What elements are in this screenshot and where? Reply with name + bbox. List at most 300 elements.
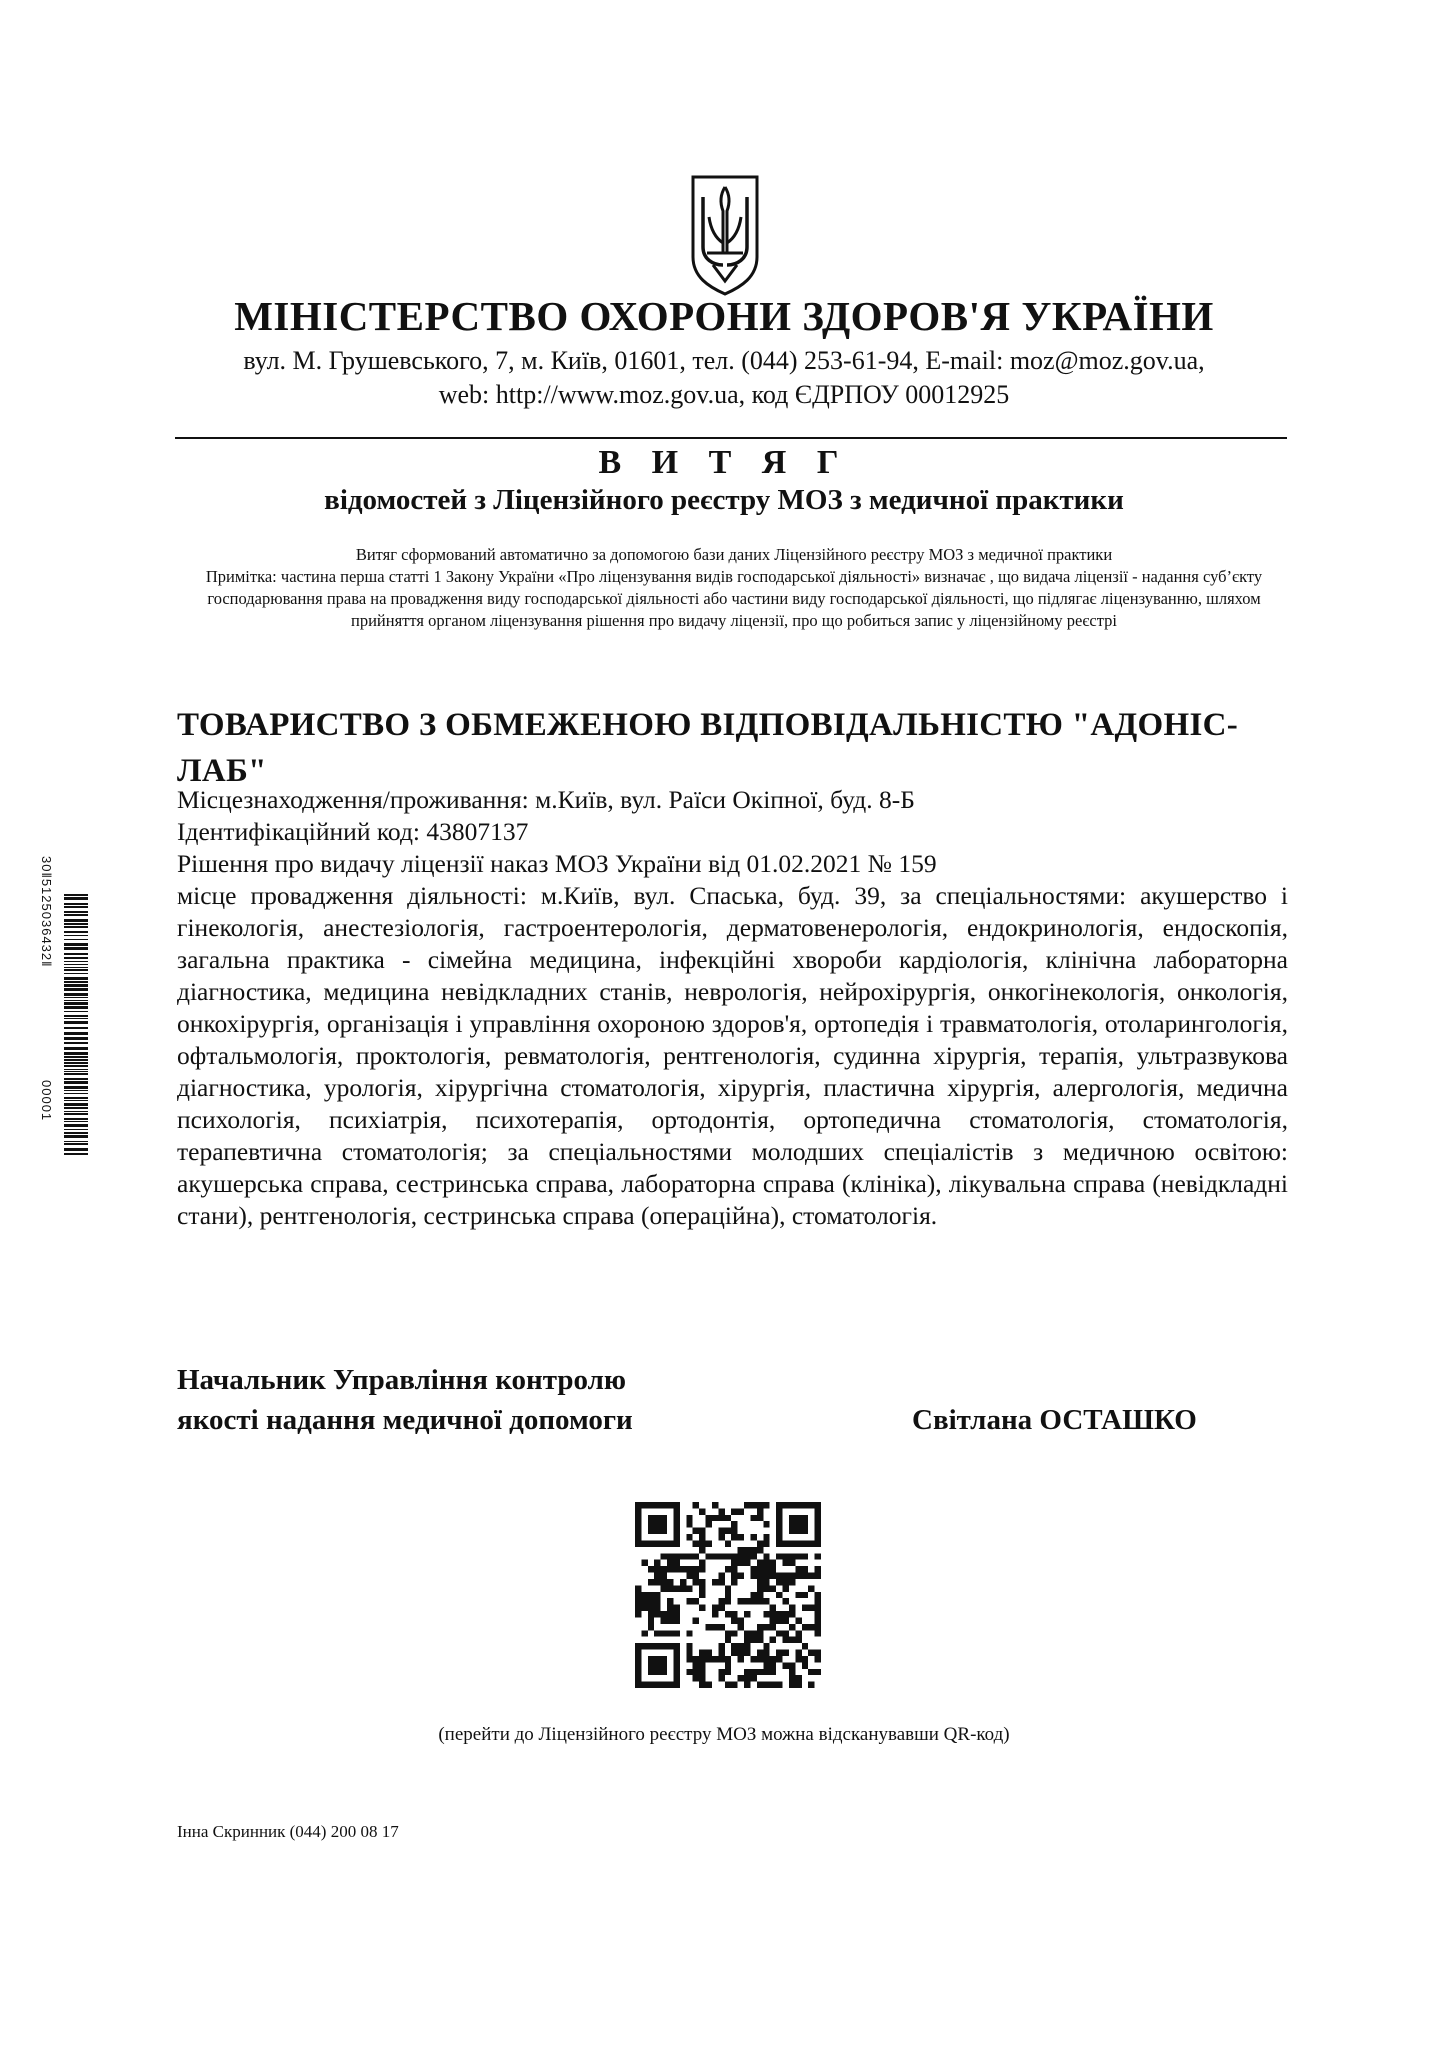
qr-module [725,1662,731,1668]
qr-module [641,1502,647,1508]
qr-module [686,1656,692,1662]
qr-module [699,1592,705,1598]
qr-module [673,1669,679,1675]
qr-module [795,1573,801,1579]
qr-module [699,1528,705,1534]
qr-module [757,1508,763,1514]
qr-module [686,1553,692,1559]
qr-module [763,1662,769,1668]
qr-module [731,1528,737,1534]
qr-module [693,1502,699,1508]
qr-module [776,1630,782,1636]
qr-module [635,1534,641,1540]
qr-module [776,1682,782,1688]
qr-module [725,1669,731,1675]
qr-module [673,1682,679,1688]
qr-module [706,1656,712,1662]
qr-module [789,1560,795,1566]
qr-module [795,1528,801,1534]
qr-module [731,1508,737,1514]
qr-module [802,1643,808,1649]
qr-module [795,1630,801,1636]
qr-module [661,1521,667,1527]
qr-module [661,1540,667,1546]
qr-module [776,1579,782,1585]
qr-module [673,1585,679,1591]
qr-module [783,1650,789,1656]
qr-module [757,1598,763,1604]
qr-module [815,1598,821,1604]
qr-module [795,1682,801,1688]
qr-module [750,1675,756,1681]
qr-module [699,1662,705,1668]
barcode-bar [64,984,88,987]
barcode-bar [64,906,88,908]
qr-module [815,1656,821,1662]
barcode-bar [64,1059,88,1061]
qr-module [673,1515,679,1521]
qr-module [763,1682,769,1688]
qr-module [783,1502,789,1508]
qr-module [783,1662,789,1668]
barcode-bar [64,1000,88,1001]
qr-module [783,1637,789,1643]
qr-module [770,1617,776,1623]
qr-module [789,1579,795,1585]
qr-module [648,1579,654,1585]
qr-module [673,1508,679,1514]
qr-module [686,1515,692,1521]
qr-module [712,1502,718,1508]
barcode-bar [64,1042,88,1044]
qr-module [802,1528,808,1534]
qr-module [744,1682,750,1688]
qr-module [763,1534,769,1540]
qr-module [789,1502,795,1508]
qr-module [699,1650,705,1656]
barcode-bar [64,1086,88,1089]
qr-module [680,1585,686,1591]
barcode-bar [64,1100,88,1101]
qr-module [661,1579,667,1585]
qr-module [648,1502,654,1508]
qr-module [725,1592,731,1598]
qr-module [686,1630,692,1636]
qr-module [783,1585,789,1591]
qr-module [673,1553,679,1559]
qr-module [795,1540,801,1546]
qr-module [783,1611,789,1617]
qr-module [783,1553,789,1559]
qr-module [802,1605,808,1611]
qr-module [795,1553,801,1559]
qr-module [673,1675,679,1681]
company-location: Місцезнаходження/проживання: м.Київ, вул. Раїси Окіпної, буд. 8-Б [177,785,915,814]
qr-module [641,1682,647,1688]
qr-module [770,1573,776,1579]
qr-module [693,1675,699,1681]
header-divider [175,437,1287,439]
qr-module [757,1547,763,1553]
qr-module [693,1566,699,1572]
qr-module [731,1617,737,1623]
qr-module [648,1656,654,1662]
qr-module [699,1669,705,1675]
qr-module [661,1553,667,1559]
qr-module [641,1643,647,1649]
qr-module [789,1540,795,1546]
qr-module [635,1508,641,1514]
qr-module [738,1624,744,1630]
qr-module [654,1540,660,1546]
qr-module [725,1611,731,1617]
qr-module [815,1605,821,1611]
qr-module [654,1669,660,1675]
qr-module [815,1592,821,1598]
qr-module [648,1617,654,1623]
qr-module [795,1515,801,1521]
barcode-bar [64,1071,88,1072]
qr-module [757,1573,763,1579]
qr-module [706,1624,712,1630]
qr-module [731,1566,737,1572]
qr-module [667,1598,673,1604]
company-id-code: Ідентифікаційний код: 43807137 [177,817,529,846]
qr-module [693,1579,699,1585]
qr-module [712,1624,718,1630]
qr-module [750,1573,756,1579]
qr-module [750,1630,756,1636]
qr-module [815,1617,821,1623]
qr-module [770,1637,776,1643]
barcode-bar [64,1021,88,1024]
qr-module [789,1682,795,1688]
qr-module [648,1662,654,1668]
qr-module [731,1579,737,1585]
barcode-bar [64,967,88,968]
qr-module [654,1630,660,1636]
qr-module [667,1605,673,1611]
qr-module [763,1624,769,1630]
trident-coat-of-arms-icon [687,173,763,297]
qr-module [648,1515,654,1521]
qr-module [731,1573,737,1579]
qr-module [654,1579,660,1585]
qr-module [789,1528,795,1534]
qr-module [667,1643,673,1649]
qr-module [693,1656,699,1662]
qr-module [706,1540,712,1546]
barcode-bar [64,1078,88,1080]
qr-module [770,1682,776,1688]
qr-module [641,1630,647,1636]
qr-module [635,1515,641,1521]
qr-module [808,1682,814,1688]
qr-module [802,1573,808,1579]
barcode-bar [64,914,88,916]
qr-module [731,1521,737,1527]
qr-module [815,1502,821,1508]
qr-module [731,1611,737,1617]
qr-module [738,1643,744,1649]
qr-module [654,1566,660,1572]
barcode-bar [64,931,88,933]
qr-module [635,1611,641,1617]
barcode-bar [64,1047,88,1050]
qr-module [718,1528,724,1534]
qr-module [783,1540,789,1546]
qr-module [693,1598,699,1604]
qr-module [654,1598,660,1604]
qr-module [763,1566,769,1572]
qr-module [763,1643,769,1649]
barcode-bar [64,911,88,913]
qr-module [635,1592,641,1598]
qr-module [808,1502,814,1508]
barcode-bar [64,1090,88,1091]
note-line-1: Витяг сформований автоматично за допомогою бази даних Ліцензійного реєстру МОЗ з медичної практики [355,545,1113,564]
qr-module [667,1579,673,1585]
qr-module [789,1521,795,1527]
qr-module [661,1573,667,1579]
qr-module [815,1540,821,1546]
qr-module [815,1521,821,1527]
qr-module [661,1656,667,1662]
qr-module [815,1528,821,1534]
qr-module [699,1682,705,1688]
qr-module [757,1682,763,1688]
qr-module [815,1611,821,1617]
qr-module [680,1579,686,1585]
qr-module [783,1573,789,1579]
qr-module [699,1534,705,1540]
barcode-bar [64,981,88,983]
qr-module [699,1656,705,1662]
barcode-bar [64,961,88,962]
qr-module [654,1643,660,1649]
qr-module [718,1605,724,1611]
qr-module [718,1573,724,1579]
qr-module [654,1573,660,1579]
qr-module [757,1540,763,1546]
qr-module [731,1553,737,1559]
qr-module [673,1521,679,1527]
qr-module [795,1502,801,1508]
qr-module [648,1540,654,1546]
qr-module [731,1643,737,1649]
qr-module [808,1573,814,1579]
qr-module [757,1560,763,1566]
qr-module [718,1643,724,1649]
qr-module [738,1675,744,1681]
qr-module [815,1515,821,1521]
qr-module [757,1579,763,1585]
qr-module [789,1624,795,1630]
qr-module [808,1585,814,1591]
license-decision: Рішення про видачу ліцензії наказ МОЗ України від 01.02.2021 № 159 [177,849,937,878]
qr-module [680,1566,686,1572]
qr-module [654,1528,660,1534]
qr-module [667,1560,673,1566]
qr-module [718,1579,724,1585]
qr-module [673,1528,679,1534]
qr-module [725,1585,731,1591]
qr-module [648,1682,654,1688]
qr-module [738,1650,744,1656]
qr-module [673,1502,679,1508]
barcode-bar [64,1124,88,1127]
qr-module [763,1521,769,1527]
qr-module [673,1534,679,1540]
qr-caption: (перейти до Ліцензійного реєстру МОЗ можна відсканувавши QR-код) [438,1724,1010,1745]
qr-module [763,1650,769,1656]
barcode-bar [64,943,88,946]
qr-module [635,1650,641,1656]
qr-module [763,1656,769,1662]
qr-module [815,1566,821,1572]
qr-module [693,1662,699,1668]
qr-module [744,1598,750,1604]
barcode-bar [64,988,88,991]
qr-module [661,1669,667,1675]
company-name: ТОВАРИСТВО З ОБМЕЖЕНОЮ ВІДПОВІДАЛЬНІСТЮ "АДОНІС-ЛАБ" [177,707,1239,789]
barcode-bar [64,1103,88,1106]
qr-module [654,1502,660,1508]
barcode-bar [64,964,88,965]
qr-module [635,1521,641,1527]
qr-module [815,1553,821,1559]
qr-module [673,1643,679,1649]
qr-module [750,1598,756,1604]
executor-contact: Інна Скринник (044) 200 08 17 [177,1822,399,1841]
qr-module [731,1650,737,1656]
qr-code-icon[interactable] [635,1502,821,1688]
qr-module [738,1617,744,1623]
qr-module [686,1573,692,1579]
qr-module [795,1521,801,1527]
signatory-name: Світлана ОСТАШКО [912,1404,1197,1436]
qr-module [808,1624,814,1630]
company-details [177,784,1288,1232]
qr-module [757,1585,763,1591]
qr-module [641,1598,647,1604]
qr-module [641,1560,647,1566]
qr-module [802,1656,808,1662]
document-subtitle: відомостей з Ліцензійного реєстру МОЗ з медичної практики [324,484,1124,516]
qr-module [699,1560,705,1566]
qr-module [673,1656,679,1662]
barcode-bar [64,1121,88,1122]
barcode-bar [64,897,88,900]
qr-module [757,1650,763,1656]
qr-module [795,1656,801,1662]
qr-module [635,1502,641,1508]
qr-module [693,1617,699,1623]
qr-module [648,1592,654,1598]
qr-module [725,1637,731,1643]
qr-module [635,1605,641,1611]
qr-module [757,1637,763,1643]
qr-module [635,1598,641,1604]
barcode-bar [64,939,88,940]
qr-module [635,1675,641,1681]
qr-module [738,1547,744,1553]
qr-module [725,1515,731,1521]
qr-module [654,1682,660,1688]
qr-module [654,1560,660,1566]
qr-module [789,1573,795,1579]
qr-module [776,1502,782,1508]
qr-module [731,1534,737,1540]
qr-module [712,1656,718,1662]
qr-module [750,1534,756,1540]
ministry-name: МІНІСТЕРСТВО ОХОРОНИ ЗДОРОВ'Я УКРАЇНИ [234,293,1214,339]
barcode-bar [64,1032,88,1035]
qr-module [815,1650,821,1656]
qr-module [667,1630,673,1636]
qr-module [725,1528,731,1534]
qr-module [648,1624,654,1630]
qr-module [661,1515,667,1521]
qr-module [750,1566,756,1572]
qr-module [718,1515,724,1521]
qr-module [808,1605,814,1611]
qr-module [699,1605,705,1611]
barcode-bar [64,969,88,971]
qr-module [641,1605,647,1611]
qr-module [802,1566,808,1572]
qr-module [750,1656,756,1662]
qr-module [776,1521,782,1527]
barcode-bar [64,1107,88,1109]
barcode-number-1: 30ǁ5125036432ǁ [39,856,54,968]
qr-module [757,1630,763,1636]
qr-module [789,1515,795,1521]
qr-module [802,1624,808,1630]
barcode-bar [64,903,88,905]
barcode-bar [64,1097,88,1099]
qr-module [763,1579,769,1585]
qr-module [673,1540,679,1546]
qr-module [795,1675,801,1681]
qr-module [815,1630,821,1636]
barcode-bar [64,973,88,974]
qr-module [635,1540,641,1546]
qr-module [712,1605,718,1611]
qr-module [654,1611,660,1617]
qr-module [808,1540,814,1546]
qr-module [725,1598,731,1604]
qr-module [718,1656,724,1662]
qr-module [661,1630,667,1636]
qr-module [750,1502,756,1508]
qr-module [654,1521,660,1527]
qr-module [673,1560,679,1566]
qr-module [648,1669,654,1675]
qr-module [693,1669,699,1675]
qr-module [744,1643,750,1649]
barcode-bar [64,1141,88,1142]
barcode-bar [64,1052,88,1055]
qr-module [815,1534,821,1540]
qr-module [763,1553,769,1559]
qr-module [718,1675,724,1681]
barcode-bar [64,1027,88,1029]
qr-module [789,1669,795,1675]
qr-module [763,1611,769,1617]
qr-module [750,1547,756,1553]
qr-module [686,1598,692,1604]
